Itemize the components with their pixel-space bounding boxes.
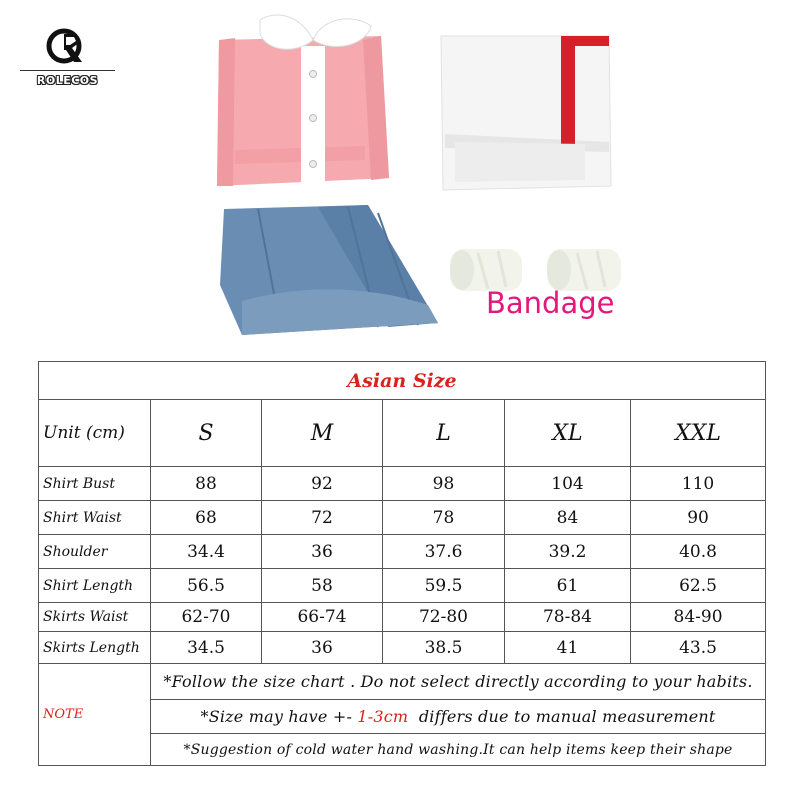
table-cell: 62.5 [631, 569, 766, 603]
table-cell: 68 [151, 501, 262, 535]
brand-logo [20, 22, 115, 100]
white-top-image [435, 30, 615, 195]
table-cell: 34.4 [151, 535, 262, 569]
table-row [39, 632, 766, 664]
table-cell: 78 [383, 501, 505, 535]
table-cell: 34.5 [151, 632, 262, 664]
table-row [39, 569, 766, 603]
rolecos-logo-icon [46, 26, 86, 66]
note-row [39, 664, 766, 700]
table-cell: 98 [383, 467, 505, 501]
row-label: Skirts Waist [39, 603, 151, 632]
table-row [39, 467, 766, 501]
table-cell: 40.8 [631, 535, 766, 569]
size-header: L [383, 400, 505, 467]
row-label: Shirt Length [39, 569, 151, 603]
note-label: NOTE [39, 664, 151, 766]
table-cell: 66-74 [262, 603, 383, 632]
note-highlight: 1-3cm [357, 707, 409, 726]
pink-shirt-image [205, 10, 395, 195]
table-cell: 61 [505, 569, 631, 603]
table-cell: 62-70 [151, 603, 262, 632]
table-cell: 36 [262, 632, 383, 664]
table-row [39, 603, 766, 632]
size-header: S [151, 400, 262, 467]
table-cell: 104 [505, 467, 631, 501]
table-cell: 72 [262, 501, 383, 535]
blue-skirt-image [218, 205, 443, 340]
size-header-row [39, 400, 766, 467]
table-cell: 56.5 [151, 569, 262, 603]
table-cell: 58 [262, 569, 383, 603]
note-text: *Size may have +- [200, 707, 358, 726]
table-row [39, 501, 766, 535]
logo-divider [20, 70, 115, 71]
size-header: XL [505, 400, 631, 467]
table-cell: 72-80 [383, 603, 505, 632]
row-label: Shoulder [39, 535, 151, 569]
table-cell: 39.2 [505, 535, 631, 569]
size-chart-title: Asian Size [39, 362, 766, 400]
row-label: Shirt Bust [39, 467, 151, 501]
table-cell: 88 [151, 467, 262, 501]
size-header: XXL [631, 400, 766, 467]
note-line-2 [151, 700, 766, 734]
table-row [39, 535, 766, 569]
note-line-1: *Follow the size chart . Do not select directly according to your habits. [151, 664, 766, 700]
table-cell: 38.5 [383, 632, 505, 664]
note-line-3: *Suggestion of cold water hand washing.It can help items keep their shape [151, 734, 766, 766]
size-chart-table [38, 361, 766, 766]
note-text: differs due to manual measurement [408, 707, 716, 726]
row-label: Shirt Waist [39, 501, 151, 535]
brand-name: ROLECOS [36, 74, 99, 87]
table-cell: 110 [631, 467, 766, 501]
table-cell: 78-84 [505, 603, 631, 632]
table-cell: 84 [505, 501, 631, 535]
table-cell: 59.5 [383, 569, 505, 603]
table-cell: 41 [505, 632, 631, 664]
table-cell: 36 [262, 535, 383, 569]
size-header: M [262, 400, 383, 467]
table-cell: 90 [631, 501, 766, 535]
row-label: Skirts Length [39, 632, 151, 664]
unit-label: Unit (cm) [39, 400, 151, 467]
table-cell: 84-90 [631, 603, 766, 632]
bandage-label: Bandage [486, 286, 615, 320]
table-cell: 43.5 [631, 632, 766, 664]
table-cell: 37.6 [383, 535, 505, 569]
table-cell: 92 [262, 467, 383, 501]
